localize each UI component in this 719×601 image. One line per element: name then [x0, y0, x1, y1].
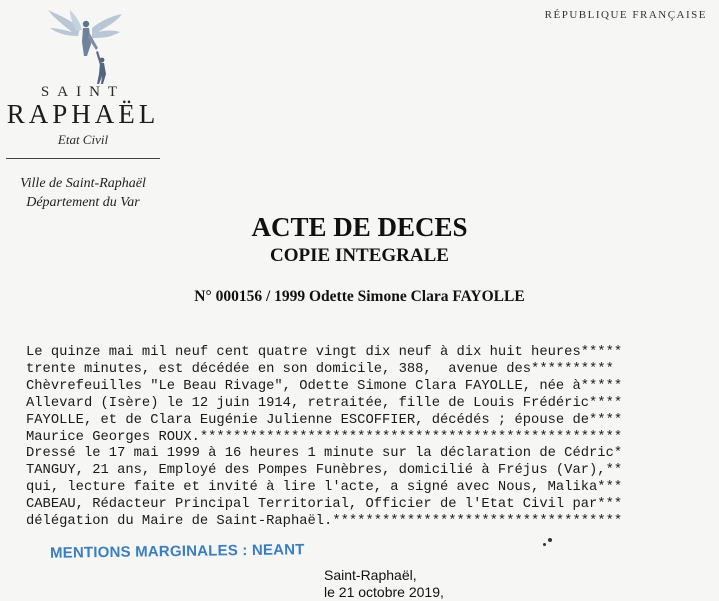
- body-line: Chèvrefeuilles "Le Beau Rivage", Odette Simone Clara FAYOLLE, née à*****: [26, 378, 623, 394]
- brand-raphael: RAPHAËL: [6, 99, 160, 129]
- signature-place-date: [324, 567, 444, 601]
- marginal-mentions-stamp: MENTIONS MARGINALES : NEANT: [49, 541, 305, 562]
- document-title: ACTE DE DECES: [251, 212, 468, 242]
- body-line: Allevard (Isère) le 12 juin 1914, retraitée, fille de Louis Frédéric****: [26, 395, 623, 411]
- ink-speck: [548, 538, 552, 542]
- republique-header: RÉPUBLIQUE FRANÇAISE: [544, 9, 707, 21]
- body-line: qui, lecture faite et invité à lire l'acte, a signé avec Nous, Malika***: [26, 480, 623, 496]
- body-line: délégation du Maire de Saint-Raphaël.***********************************: [26, 514, 623, 530]
- brand-saint: SAINT: [40, 84, 126, 100]
- issuer-block: [0, 174, 166, 212]
- brand-service: Etat Civil: [57, 132, 109, 147]
- brand-divider: [6, 158, 160, 159]
- signature-place: Saint-Raphaël,: [324, 567, 417, 583]
- body-line: Le quinze mai mil neuf cent quatre vingt dix neuf à dix huit heures*****: [26, 345, 623, 360]
- issuer-city: Ville de Saint-Raphaël: [20, 176, 146, 191]
- document-subtitle: COPIE INTEGRALE: [270, 245, 449, 266]
- body-line: FAYOLLE, et de Clara Eugénie Julienne ESCOFFIER, décédés ; épouse de****: [26, 412, 623, 428]
- issuer-department: Département du Var: [26, 195, 140, 210]
- body-line: trente minutes, est décédée en son domicile, 388, avenue des**********: [26, 361, 614, 377]
- act-body: [26, 345, 622, 531]
- angel-logo-icon: [46, 8, 126, 88]
- body-line: Dressé le 17 mai 1999 à 16 heures 1 minute sur la déclaration de Cédric*: [26, 446, 623, 462]
- ink-speck: [543, 543, 546, 546]
- body-line: CABEAU, Rédacteur Principal Territorial, Officier de l'Etat Civil par***: [26, 497, 623, 513]
- body-line: TANGUY, 21 ans, Employé des Pompes Funèbres, domicilié à Fréjus (Var),**: [26, 463, 623, 479]
- act-reference: N° 000156 / 1999 Odette Simone Clara FAYOLLE: [194, 288, 525, 305]
- body-line: Maurice Georges ROUX.***************************************************: [26, 429, 623, 445]
- signature-date: le 21 octobre 2019,: [324, 584, 444, 600]
